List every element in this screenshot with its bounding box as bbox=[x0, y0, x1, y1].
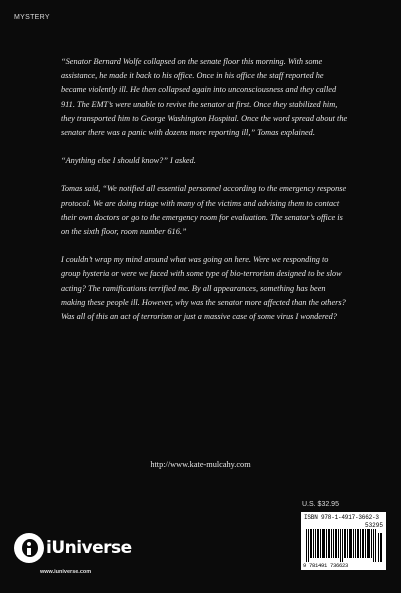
excerpt-paragraph: Tomas said, “We notified all essential personnel according to the emergency response protocol. We are doing triage with many of the victims and advising them to contact their own doctors or go to the emergency room for evaluation. The senator’s office is on the sixth floor, room number 616.” bbox=[61, 184, 347, 237]
publisher-url: www.iuniverse.com bbox=[40, 569, 92, 575]
excerpt-paragraph: “Senator Bernard Wolfe collapsed on the senate floor this morning. With some assistance, he made it back to his office. Once in his office the staff reported he became violently ill. He then collapsed again into unconsciousness and they called 911. The EMT’s were unable to revive the senator at first. Once they stabilized him, they transported him to George Washington Hospital. Once the word spread about the senator there was a panic with dozens more reporting ill,” Tomas explained. bbox=[61, 57, 348, 138]
barcode-digits: 9 781491 736623 bbox=[303, 562, 349, 569]
barcode-addon: 53295 bbox=[364, 522, 383, 529]
author-website: http://www.kate-mulcahy.com bbox=[150, 460, 251, 469]
publisher-logo bbox=[14, 533, 132, 563]
isbn-number: ISBN 978-1-4917-3662-3 bbox=[304, 514, 379, 521]
publisher-name: iUniverse bbox=[46, 538, 132, 558]
genre-label: MYSTERY bbox=[14, 14, 50, 21]
barcode-bars bbox=[306, 529, 382, 562]
iuniverse-logo-icon bbox=[14, 533, 44, 563]
barcode bbox=[301, 512, 386, 570]
price-label: U.S. $32.95 bbox=[302, 501, 339, 508]
back-cover-excerpt bbox=[61, 55, 349, 338]
excerpt-paragraph: “Anything else I should know?” I asked. bbox=[61, 156, 196, 166]
excerpt-paragraph: I couldn’t wrap my mind around what was going on here. Were we responding to group hysteria or were we faced with some type of bio-terrorism designed to be slow acting? The ramifications terrified me. By all appearances, something has been making these people ill. However, why was the senator more affected than the others? Was all of this an act of terrorism or just a massive case of some virus I wondered? bbox=[61, 255, 346, 322]
